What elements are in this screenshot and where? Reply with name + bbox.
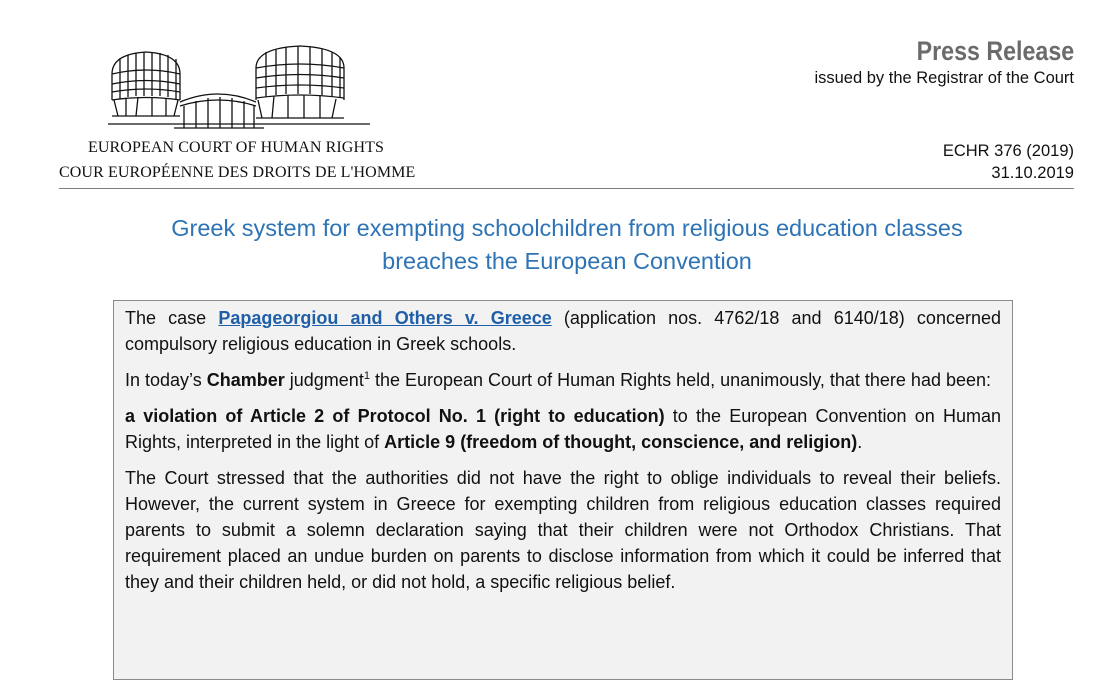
summary-text: . [857,432,863,452]
court-name-french: COUR EUROPÉENNE DES DROITS DE L'HOMME [59,164,416,181]
summary-text: The case [125,308,219,328]
summary-paragraph-judgment [125,367,1001,393]
article-9-bold: Article 9 (freedom of thought, conscience, and religion) [384,432,858,452]
summary-text: the European Court of Human Rights held, unanimously, that there had been: [369,370,992,390]
summary-paragraph-court-stressed: The Court stressed that the authorities did not have the right to oblige individuals to reveal their beliefs. However, the current system in Greece for exempting children from religious education classes required parents to submit a solemn declaration saying that their children were not Orthodox Christians. That requirement placed an undue burden on parents to disclose information from which it could be inferred that they and their children held, or did not hold, a specific religious belief. [125,468,1001,592]
summary-paragraph-violation [125,403,1001,455]
press-release-reference: ECHR 376 (2019) [942,142,1074,160]
headline-line-2: breaches the European Convention [382,248,752,274]
summary-text: judgment [284,370,364,390]
summary-text: (application nos. 4762/18 and 6140/18) concerned compulsory religious education in Greek schools. [125,308,1001,354]
press-release-title: Press Release [916,36,1074,66]
chamber-bold: Chamber [206,370,285,390]
court-name-english: EUROPEAN COURT OF HUMAN RIGHTS [88,139,384,156]
issued-by-line: issued by the Registrar of the Court [814,69,1074,87]
footnote-reference[interactable]: 1 [363,370,370,382]
court-building-logo [108,44,370,132]
headline [60,212,1074,278]
headline-line-1: Greek system for exempting schoolchildren from religious education classes [171,215,963,241]
press-release-date: 31.10.2019 [991,164,1074,182]
summary-text: In today’s [125,370,207,390]
summary-text: to the European Convention on Human Rights, interpreted in the light of [125,406,1002,452]
violation-bold: a violation of Article 2 of Protocol No. 1 (right to education) [125,406,665,426]
summary-box [113,300,1013,680]
summary-paragraph-case [125,305,1001,357]
header-divider [59,188,1074,189]
case-link[interactable]: Papageorgiou and Others v. Greece [218,308,552,328]
